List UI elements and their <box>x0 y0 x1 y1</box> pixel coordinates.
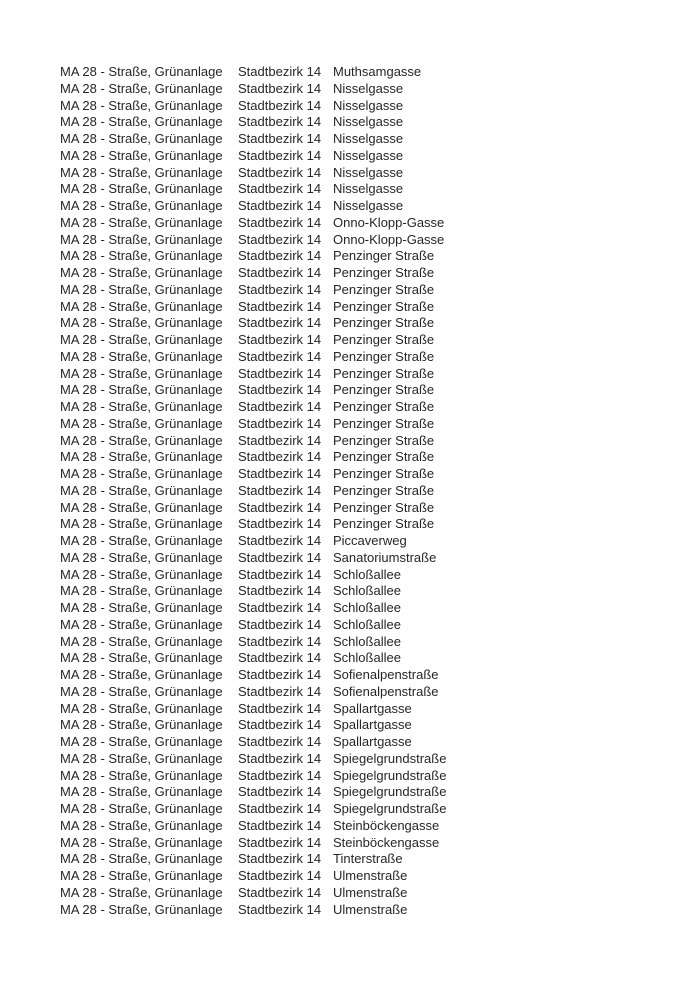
district-cell: Stadtbezirk 14 <box>238 683 322 699</box>
department-cell: MA 28 - Straße, Grünanlage <box>60 767 223 783</box>
street-cell: Spiegelgrundstraße <box>333 750 447 766</box>
table-row <box>60 483 446 500</box>
table-row <box>60 868 446 885</box>
department-cell: MA 28 - Straße, Grünanlage <box>60 868 223 883</box>
street-cell: Steinböckengasse <box>333 817 440 833</box>
table-row <box>60 902 446 919</box>
district-cell: Stadtbezirk 14 <box>238 315 322 331</box>
table-row <box>60 466 446 483</box>
street-cell: Tinterstraße <box>333 851 403 867</box>
district-cell: Stadtbezirk 14 <box>238 600 322 615</box>
district-cell: Stadtbezirk 14 <box>238 298 322 314</box>
department-cell: MA 28 - Straße, Grünanlage <box>60 181 223 197</box>
table-row <box>60 516 446 533</box>
street-cell: Ulmenstraße <box>333 884 408 900</box>
street-table <box>60 64 446 918</box>
street-cell: Onno-Klopp-Gasse <box>333 231 445 247</box>
department-cell: MA 28 - Straße, Grünanlage <box>60 616 223 632</box>
table-row <box>60 315 446 332</box>
street-cell: Onno-Klopp-Gasse <box>333 214 445 230</box>
table-row <box>60 533 446 550</box>
district-cell: Stadtbezirk 14 <box>238 147 322 163</box>
street-cell: Penzinger Straße <box>333 348 435 364</box>
district-cell: Stadtbezirk 14 <box>238 164 322 180</box>
district-cell: Stadtbezirk 14 <box>238 348 322 364</box>
department-cell: MA 28 - Straße, Grünanlage <box>60 801 223 816</box>
street-cell: Muthsamgasse <box>333 64 422 79</box>
table-row <box>60 717 446 734</box>
department-cell: MA 28 - Straße, Grünanlage <box>60 248 223 264</box>
district-cell: Stadtbezirk 14 <box>238 817 322 833</box>
district-cell: Stadtbezirk 14 <box>238 499 322 515</box>
street-cell: Piccaverweg <box>333 533 407 548</box>
department-cell: MA 28 - Straße, Grünanlage <box>60 214 223 230</box>
department-cell: MA 28 - Straße, Grünanlage <box>60 198 223 213</box>
district-cell: Stadtbezirk 14 <box>238 248 322 264</box>
department-cell: MA 28 - Straße, Grünanlage <box>60 64 223 79</box>
department-cell: MA 28 - Straße, Grünanlage <box>60 566 223 582</box>
street-cell: Penzinger Straße <box>333 516 435 532</box>
table-row <box>60 701 446 718</box>
department-cell: MA 28 - Straße, Grünanlage <box>60 348 223 364</box>
table-row <box>60 232 446 249</box>
district-cell: Stadtbezirk 14 <box>238 281 322 297</box>
street-cell: Penzinger Straße <box>333 382 435 398</box>
district-cell: Stadtbezirk 14 <box>238 533 322 548</box>
table-row <box>60 416 446 433</box>
table-row <box>60 282 446 299</box>
table-row <box>60 583 446 600</box>
department-cell: MA 28 - Straße, Grünanlage <box>60 466 223 481</box>
district-cell: Stadtbezirk 14 <box>238 734 322 749</box>
district-cell: Stadtbezirk 14 <box>238 667 322 682</box>
district-cell: Stadtbezirk 14 <box>238 382 322 398</box>
street-cell: Schloßallee <box>333 600 401 615</box>
department-cell: MA 28 - Straße, Grünanlage <box>60 834 223 850</box>
department-cell: MA 28 - Straße, Grünanlage <box>60 164 223 180</box>
district-cell: Stadtbezirk 14 <box>238 750 322 766</box>
district-cell: Stadtbezirk 14 <box>238 583 322 599</box>
street-cell: Nisselgasse <box>333 114 404 130</box>
street-cell: Spallartgasse <box>333 700 412 716</box>
department-cell: MA 28 - Straße, Grünanlage <box>60 600 223 615</box>
table-row <box>60 399 446 416</box>
district-cell: Stadtbezirk 14 <box>238 64 322 79</box>
table-row <box>60 734 446 751</box>
department-cell: MA 28 - Straße, Grünanlage <box>60 533 223 548</box>
district-cell: Stadtbezirk 14 <box>238 566 322 582</box>
department-cell: MA 28 - Straße, Grünanlage <box>60 231 223 247</box>
district-cell: Stadtbezirk 14 <box>238 432 322 448</box>
street-cell: Penzinger Straße <box>333 281 435 297</box>
district-cell: Stadtbezirk 14 <box>238 700 322 716</box>
table-row <box>60 818 446 835</box>
district-cell: Stadtbezirk 14 <box>238 516 322 532</box>
department-cell: MA 28 - Straße, Grünanlage <box>60 432 223 448</box>
district-cell: Stadtbezirk 14 <box>238 365 322 381</box>
department-cell: MA 28 - Straße, Grünanlage <box>60 700 223 716</box>
street-cell: Nisselgasse <box>333 181 404 197</box>
table-row <box>60 751 446 768</box>
street-cell: Schloßallee <box>333 566 401 582</box>
table-row <box>60 148 446 165</box>
department-cell: MA 28 - Straße, Grünanlage <box>60 549 223 565</box>
district-cell: Stadtbezirk 14 <box>238 901 322 917</box>
table-row <box>60 835 446 852</box>
district-cell: Stadtbezirk 14 <box>238 449 322 465</box>
street-cell: Spiegelgrundstraße <box>333 767 447 783</box>
department-cell: MA 28 - Straße, Grünanlage <box>60 901 223 917</box>
table-row <box>60 801 446 818</box>
district-cell: Stadtbezirk 14 <box>238 482 322 498</box>
department-cell: MA 28 - Straße, Grünanlage <box>60 516 223 532</box>
department-cell: MA 28 - Straße, Grünanlage <box>60 650 223 666</box>
street-cell: Sanatoriumstraße <box>333 549 437 565</box>
table-row <box>60 784 446 801</box>
district-cell: Stadtbezirk 14 <box>238 717 322 733</box>
table-row <box>60 567 446 584</box>
district-cell: Stadtbezirk 14 <box>238 231 322 247</box>
district-cell: Stadtbezirk 14 <box>238 265 322 280</box>
street-cell: Nisselgasse <box>333 198 404 213</box>
table-row <box>60 634 446 651</box>
department-cell: MA 28 - Straße, Grünanlage <box>60 265 223 280</box>
department-cell: MA 28 - Straße, Grünanlage <box>60 97 223 113</box>
district-cell: Stadtbezirk 14 <box>238 834 322 850</box>
district-cell: Stadtbezirk 14 <box>238 868 322 883</box>
district-cell: Stadtbezirk 14 <box>238 131 322 146</box>
street-cell: Ulmenstraße <box>333 901 408 917</box>
street-cell: Penzinger Straße <box>333 499 435 515</box>
district-cell: Stadtbezirk 14 <box>238 767 322 783</box>
district-cell: Stadtbezirk 14 <box>238 114 322 130</box>
district-cell: Stadtbezirk 14 <box>238 80 322 96</box>
street-cell: Schloßallee <box>333 633 401 649</box>
table-row <box>60 215 446 232</box>
table-row <box>60 684 446 701</box>
department-cell: MA 28 - Straße, Grünanlage <box>60 281 223 297</box>
street-cell: Spallartgasse <box>333 717 412 733</box>
department-cell: MA 28 - Straße, Grünanlage <box>60 114 223 130</box>
street-cell: Sofienalpenstraße <box>333 667 439 682</box>
street-cell: Penzinger Straße <box>333 248 435 264</box>
department-cell: MA 28 - Straße, Grünanlage <box>60 131 223 146</box>
table-row <box>60 64 446 81</box>
table-row <box>60 433 446 450</box>
district-cell: Stadtbezirk 14 <box>238 549 322 565</box>
street-cell: Penzinger Straße <box>333 298 435 314</box>
department-cell: MA 28 - Straße, Grünanlage <box>60 315 223 331</box>
street-cell: Penzinger Straße <box>333 365 435 381</box>
department-cell: MA 28 - Straße, Grünanlage <box>60 633 223 649</box>
street-cell: Penzinger Straße <box>333 432 435 448</box>
street-cell: Penzinger Straße <box>333 315 435 331</box>
table-row <box>60 449 446 466</box>
street-cell: Penzinger Straße <box>333 466 435 481</box>
department-cell: MA 28 - Straße, Grünanlage <box>60 298 223 314</box>
street-cell: Penzinger Straße <box>333 482 435 498</box>
department-cell: MA 28 - Straße, Grünanlage <box>60 784 223 800</box>
district-cell: Stadtbezirk 14 <box>238 884 322 900</box>
department-cell: MA 28 - Straße, Grünanlage <box>60 583 223 599</box>
street-cell: Penzinger Straße <box>333 449 435 465</box>
department-cell: MA 28 - Straße, Grünanlage <box>60 851 223 867</box>
street-cell: Schloßallee <box>333 650 401 666</box>
street-cell: Schloßallee <box>333 583 401 599</box>
department-cell: MA 28 - Straße, Grünanlage <box>60 399 223 414</box>
table-row <box>60 299 446 316</box>
district-cell: Stadtbezirk 14 <box>238 181 322 197</box>
district-cell: Stadtbezirk 14 <box>238 851 322 867</box>
department-cell: MA 28 - Straße, Grünanlage <box>60 415 223 431</box>
street-cell: Sofienalpenstraße <box>333 683 439 699</box>
department-cell: MA 28 - Straße, Grünanlage <box>60 734 223 749</box>
street-cell: Penzinger Straße <box>333 332 435 347</box>
table-row <box>60 248 446 265</box>
street-cell: Spiegelgrundstraße <box>333 801 447 816</box>
department-cell: MA 28 - Straße, Grünanlage <box>60 482 223 498</box>
table-row <box>60 265 446 282</box>
table-row <box>60 650 446 667</box>
table-row <box>60 600 446 617</box>
street-cell: Nisselgasse <box>333 80 404 96</box>
department-cell: MA 28 - Straße, Grünanlage <box>60 382 223 398</box>
department-cell: MA 28 - Straße, Grünanlage <box>60 717 223 733</box>
district-cell: Stadtbezirk 14 <box>238 466 322 481</box>
table-row <box>60 885 446 902</box>
district-cell: Stadtbezirk 14 <box>238 633 322 649</box>
street-cell: Ulmenstraße <box>333 868 408 883</box>
table-row <box>60 851 446 868</box>
department-cell: MA 28 - Straße, Grünanlage <box>60 365 223 381</box>
street-cell: Nisselgasse <box>333 131 404 146</box>
street-cell: Penzinger Straße <box>333 399 435 414</box>
department-cell: MA 28 - Straße, Grünanlage <box>60 884 223 900</box>
table-row <box>60 667 446 684</box>
table-row <box>60 165 446 182</box>
district-cell: Stadtbezirk 14 <box>238 616 322 632</box>
street-cell: Nisselgasse <box>333 164 404 180</box>
table-row <box>60 81 446 98</box>
department-cell: MA 28 - Straße, Grünanlage <box>60 332 223 347</box>
district-cell: Stadtbezirk 14 <box>238 801 322 816</box>
department-cell: MA 28 - Straße, Grünanlage <box>60 449 223 465</box>
department-cell: MA 28 - Straße, Grünanlage <box>60 667 223 682</box>
table-row <box>60 181 446 198</box>
district-cell: Stadtbezirk 14 <box>238 97 322 113</box>
street-cell: Nisselgasse <box>333 147 404 163</box>
district-cell: Stadtbezirk 14 <box>238 784 322 800</box>
table-row <box>60 98 446 115</box>
district-cell: Stadtbezirk 14 <box>238 650 322 666</box>
district-cell: Stadtbezirk 14 <box>238 198 322 213</box>
street-cell: Spallartgasse <box>333 734 412 749</box>
table-row <box>60 768 446 785</box>
table-row <box>60 131 446 148</box>
table-row <box>60 500 446 517</box>
table-row <box>60 366 446 383</box>
district-cell: Stadtbezirk 14 <box>238 399 322 414</box>
table-row <box>60 332 446 349</box>
table-row <box>60 114 446 131</box>
street-cell: Spiegelgrundstraße <box>333 784 447 800</box>
table-row <box>60 617 446 634</box>
district-cell: Stadtbezirk 14 <box>238 415 322 431</box>
department-cell: MA 28 - Straße, Grünanlage <box>60 147 223 163</box>
table-row <box>60 382 446 399</box>
table-row <box>60 550 446 567</box>
district-cell: Stadtbezirk 14 <box>238 214 322 230</box>
street-cell: Nisselgasse <box>333 97 404 113</box>
department-cell: MA 28 - Straße, Grünanlage <box>60 750 223 766</box>
street-cell: Schloßallee <box>333 616 401 632</box>
department-cell: MA 28 - Straße, Grünanlage <box>60 80 223 96</box>
district-cell: Stadtbezirk 14 <box>238 332 322 347</box>
street-cell: Penzinger Straße <box>333 415 435 431</box>
street-cell: Steinböckengasse <box>333 834 440 850</box>
table-row <box>60 198 446 215</box>
street-cell: Penzinger Straße <box>333 265 435 280</box>
department-cell: MA 28 - Straße, Grünanlage <box>60 817 223 833</box>
table-row <box>60 349 446 366</box>
department-cell: MA 28 - Straße, Grünanlage <box>60 683 223 699</box>
department-cell: MA 28 - Straße, Grünanlage <box>60 499 223 515</box>
